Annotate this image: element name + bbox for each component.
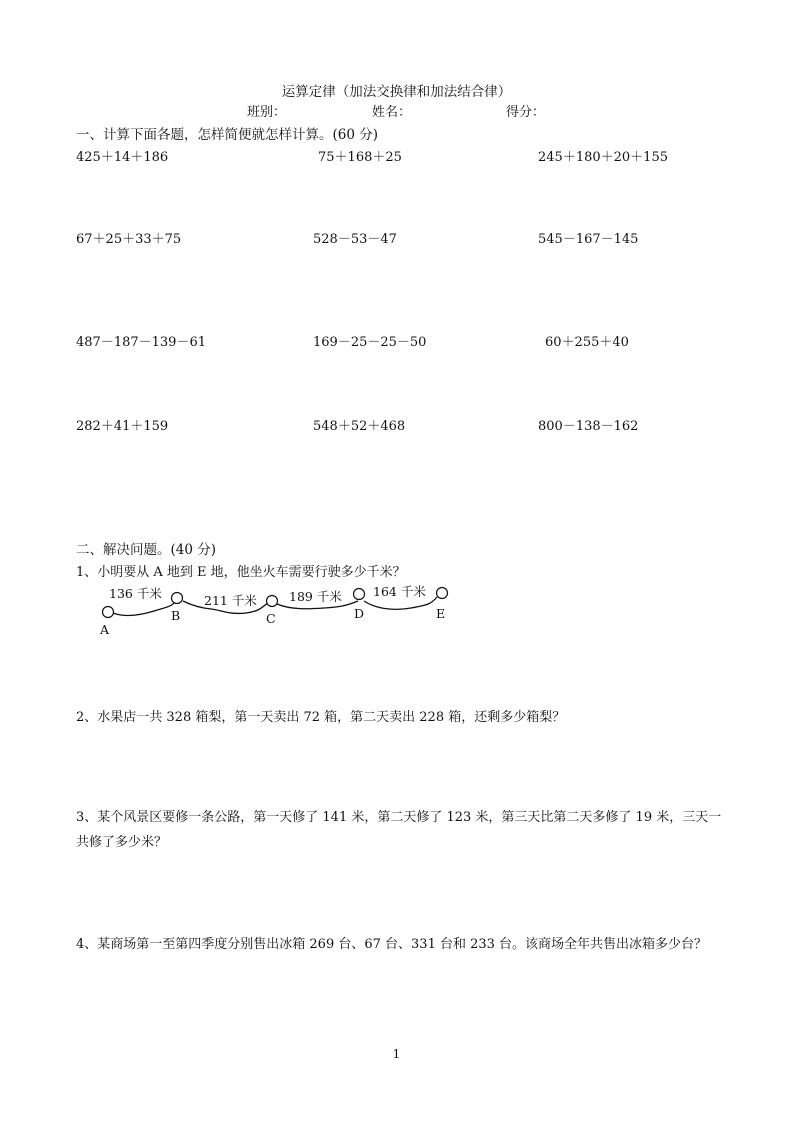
question-2: 2、水果店一共 328 箱梨，第一天卖出 72 箱，第二天卖出 228 箱，还剩多少箱梨？ bbox=[76, 710, 566, 725]
stop-circle-a bbox=[103, 607, 114, 618]
question-3: 3、某个风景区要修一条公路，第一天修了 141 米，第二天修了 123 米，第三天比第二天多修了 19 米，三天一共修了多少米？ bbox=[76, 810, 722, 850]
route-segment bbox=[113, 601, 176, 616]
distance-label: 211 千米 bbox=[204, 593, 257, 608]
route-diagram bbox=[96, 578, 456, 640]
page-number: 1 bbox=[392, 1047, 401, 1061]
stop-label: E bbox=[436, 606, 446, 621]
calc-problem: 169－25－25－50 bbox=[313, 335, 427, 350]
question-4: 4、某商场第一至第四季度分别售出冰箱 269 台、67 台、331 台和 233 台。该商场全年共售出冰箱多少台？ bbox=[76, 937, 708, 952]
calc-problem: 245＋180＋20＋155 bbox=[538, 150, 668, 165]
calc-problem: 545－167－145 bbox=[538, 232, 639, 247]
calc-problem: 425＋14＋186 bbox=[76, 150, 169, 165]
question-1: 1、小明要从 A 地到 E 地，他坐火车需要行驶多少千米？ bbox=[76, 565, 406, 580]
section2-heading: 二、解决问题。(40 分) bbox=[76, 542, 217, 558]
calc-problem: 487－187－139－61 bbox=[76, 335, 206, 350]
calc-problem: 800－138－162 bbox=[538, 419, 639, 434]
stop-label: A bbox=[100, 622, 110, 637]
distance-label: 164 千米 bbox=[373, 584, 426, 599]
distance-label: 136 千米 bbox=[109, 586, 162, 601]
distance-label: 189 千米 bbox=[289, 589, 342, 604]
stop-circle-e bbox=[437, 588, 448, 599]
score-label: 得分： bbox=[506, 105, 546, 120]
stop-label: C bbox=[266, 611, 276, 626]
stop-circle-d bbox=[354, 589, 365, 600]
worksheet-title: 运算定律（加法交换律和加法结合律） bbox=[281, 84, 512, 100]
stop-circle-b bbox=[172, 593, 183, 604]
stop-label: B bbox=[171, 608, 181, 623]
calc-problem: 75＋168＋25 bbox=[318, 150, 402, 165]
calc-problem: 528－53－47 bbox=[313, 232, 397, 247]
name-label: 姓名： bbox=[372, 105, 412, 120]
stop-label: D bbox=[354, 606, 365, 621]
calc-problem: 548＋52＋468 bbox=[313, 419, 406, 434]
calc-problem: 60＋255＋40 bbox=[545, 335, 629, 350]
stop-circle-c bbox=[267, 596, 278, 607]
class-label: 班别： bbox=[247, 105, 287, 120]
calc-problem: 67＋25＋33＋75 bbox=[76, 232, 182, 247]
calc-problem: 282＋41＋159 bbox=[76, 419, 169, 434]
section1-heading: 一、计算下面各题，怎样简便就怎样计算。(60 分) bbox=[76, 127, 379, 143]
